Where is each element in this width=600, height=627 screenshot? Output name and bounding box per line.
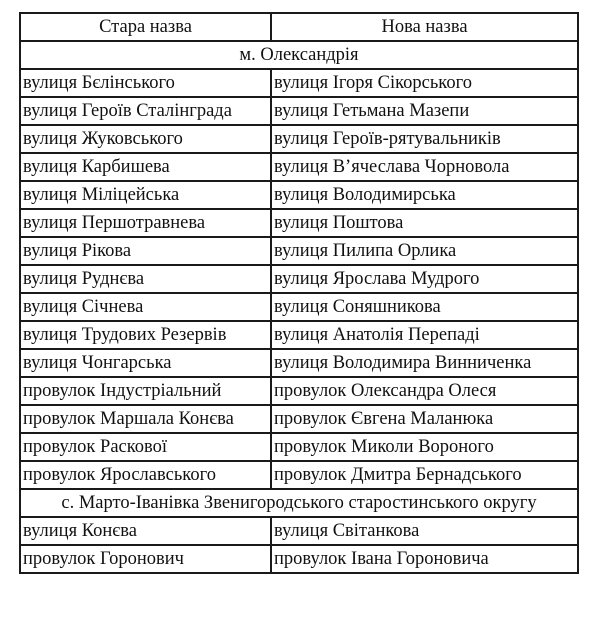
table-row [20,349,578,377]
new-name-cell: вулиця Ярослава Мудрого [271,265,578,293]
table-row [20,125,578,153]
new-name-cell: вулиця Анатолія Перепаді [271,321,578,349]
table-row [20,209,578,237]
table-row [20,377,578,405]
table-row [20,69,578,97]
section-title: м. Олександрія [20,41,578,69]
old-name-cell: провулок Раскової [20,433,271,461]
old-name-cell: вулиця Січнева [20,293,271,321]
new-name-cell: провулок Івана Гороновича [271,545,578,573]
new-name-cell: провулок Миколи Вороного [271,433,578,461]
new-name-header: Нова назва [271,13,578,41]
table-row [20,265,578,293]
old-name-cell: вулиця Міліцейська [20,181,271,209]
table-row [20,517,578,545]
new-name-cell: вулиця Героїв-рятувальників [271,125,578,153]
new-name-cell: вулиця Ігоря Сікорського [271,69,578,97]
old-name-header: Стара назва [20,13,271,41]
new-name-cell: вулиця Гетьмана Мазепи [271,97,578,125]
table-row [20,405,578,433]
table-row [20,545,578,573]
old-name-cell: вулиця Трудових Резервів [20,321,271,349]
table-row [20,237,578,265]
table-row [20,97,578,125]
old-name-cell: вулиця Героїв Сталінграда [20,97,271,125]
old-name-cell: провулок Ярославського [20,461,271,489]
table-row [20,321,578,349]
new-name-cell: вулиця Володимира Винниченка [271,349,578,377]
new-name-cell: вулиця Володимирська [271,181,578,209]
new-name-cell: вулиця Поштова [271,209,578,237]
new-name-cell: вулиця В’ячеслава Чорновола [271,153,578,181]
old-name-cell: провулок Горонович [20,545,271,573]
old-name-cell: вулиця Жуковського [20,125,271,153]
table-row [20,461,578,489]
street-renaming-table [19,12,579,574]
old-name-cell: провулок Індустріальний [20,377,271,405]
section-row [20,489,578,517]
table-row [20,153,578,181]
old-name-cell: вулиця Руднєва [20,265,271,293]
old-name-cell: вулиця Бєлінського [20,69,271,97]
old-name-cell: вулиця Чонгарська [20,349,271,377]
old-name-cell: вулиця Карбишева [20,153,271,181]
new-name-cell: вулиця Пилипа Орлика [271,237,578,265]
table-row [20,181,578,209]
new-name-cell: провулок Євгена Маланюка [271,405,578,433]
new-name-cell: провулок Олександра Олеся [271,377,578,405]
old-name-cell: вулиця Першотравнева [20,209,271,237]
section-title: с. Марто-Іванівка Звенигородського старостинського округу [20,489,578,517]
section-row [20,41,578,69]
table-row [20,293,578,321]
header-row [20,13,578,41]
renaming-document [19,12,577,574]
new-name-cell: вулиця Світанкова [271,517,578,545]
old-name-cell: вулиця Конєва [20,517,271,545]
old-name-cell: провулок Маршала Конєва [20,405,271,433]
old-name-cell: вулиця Рікова [20,237,271,265]
table-row [20,433,578,461]
new-name-cell: провулок Дмитра Бернадського [271,461,578,489]
new-name-cell: вулиця Соняшникова [271,293,578,321]
